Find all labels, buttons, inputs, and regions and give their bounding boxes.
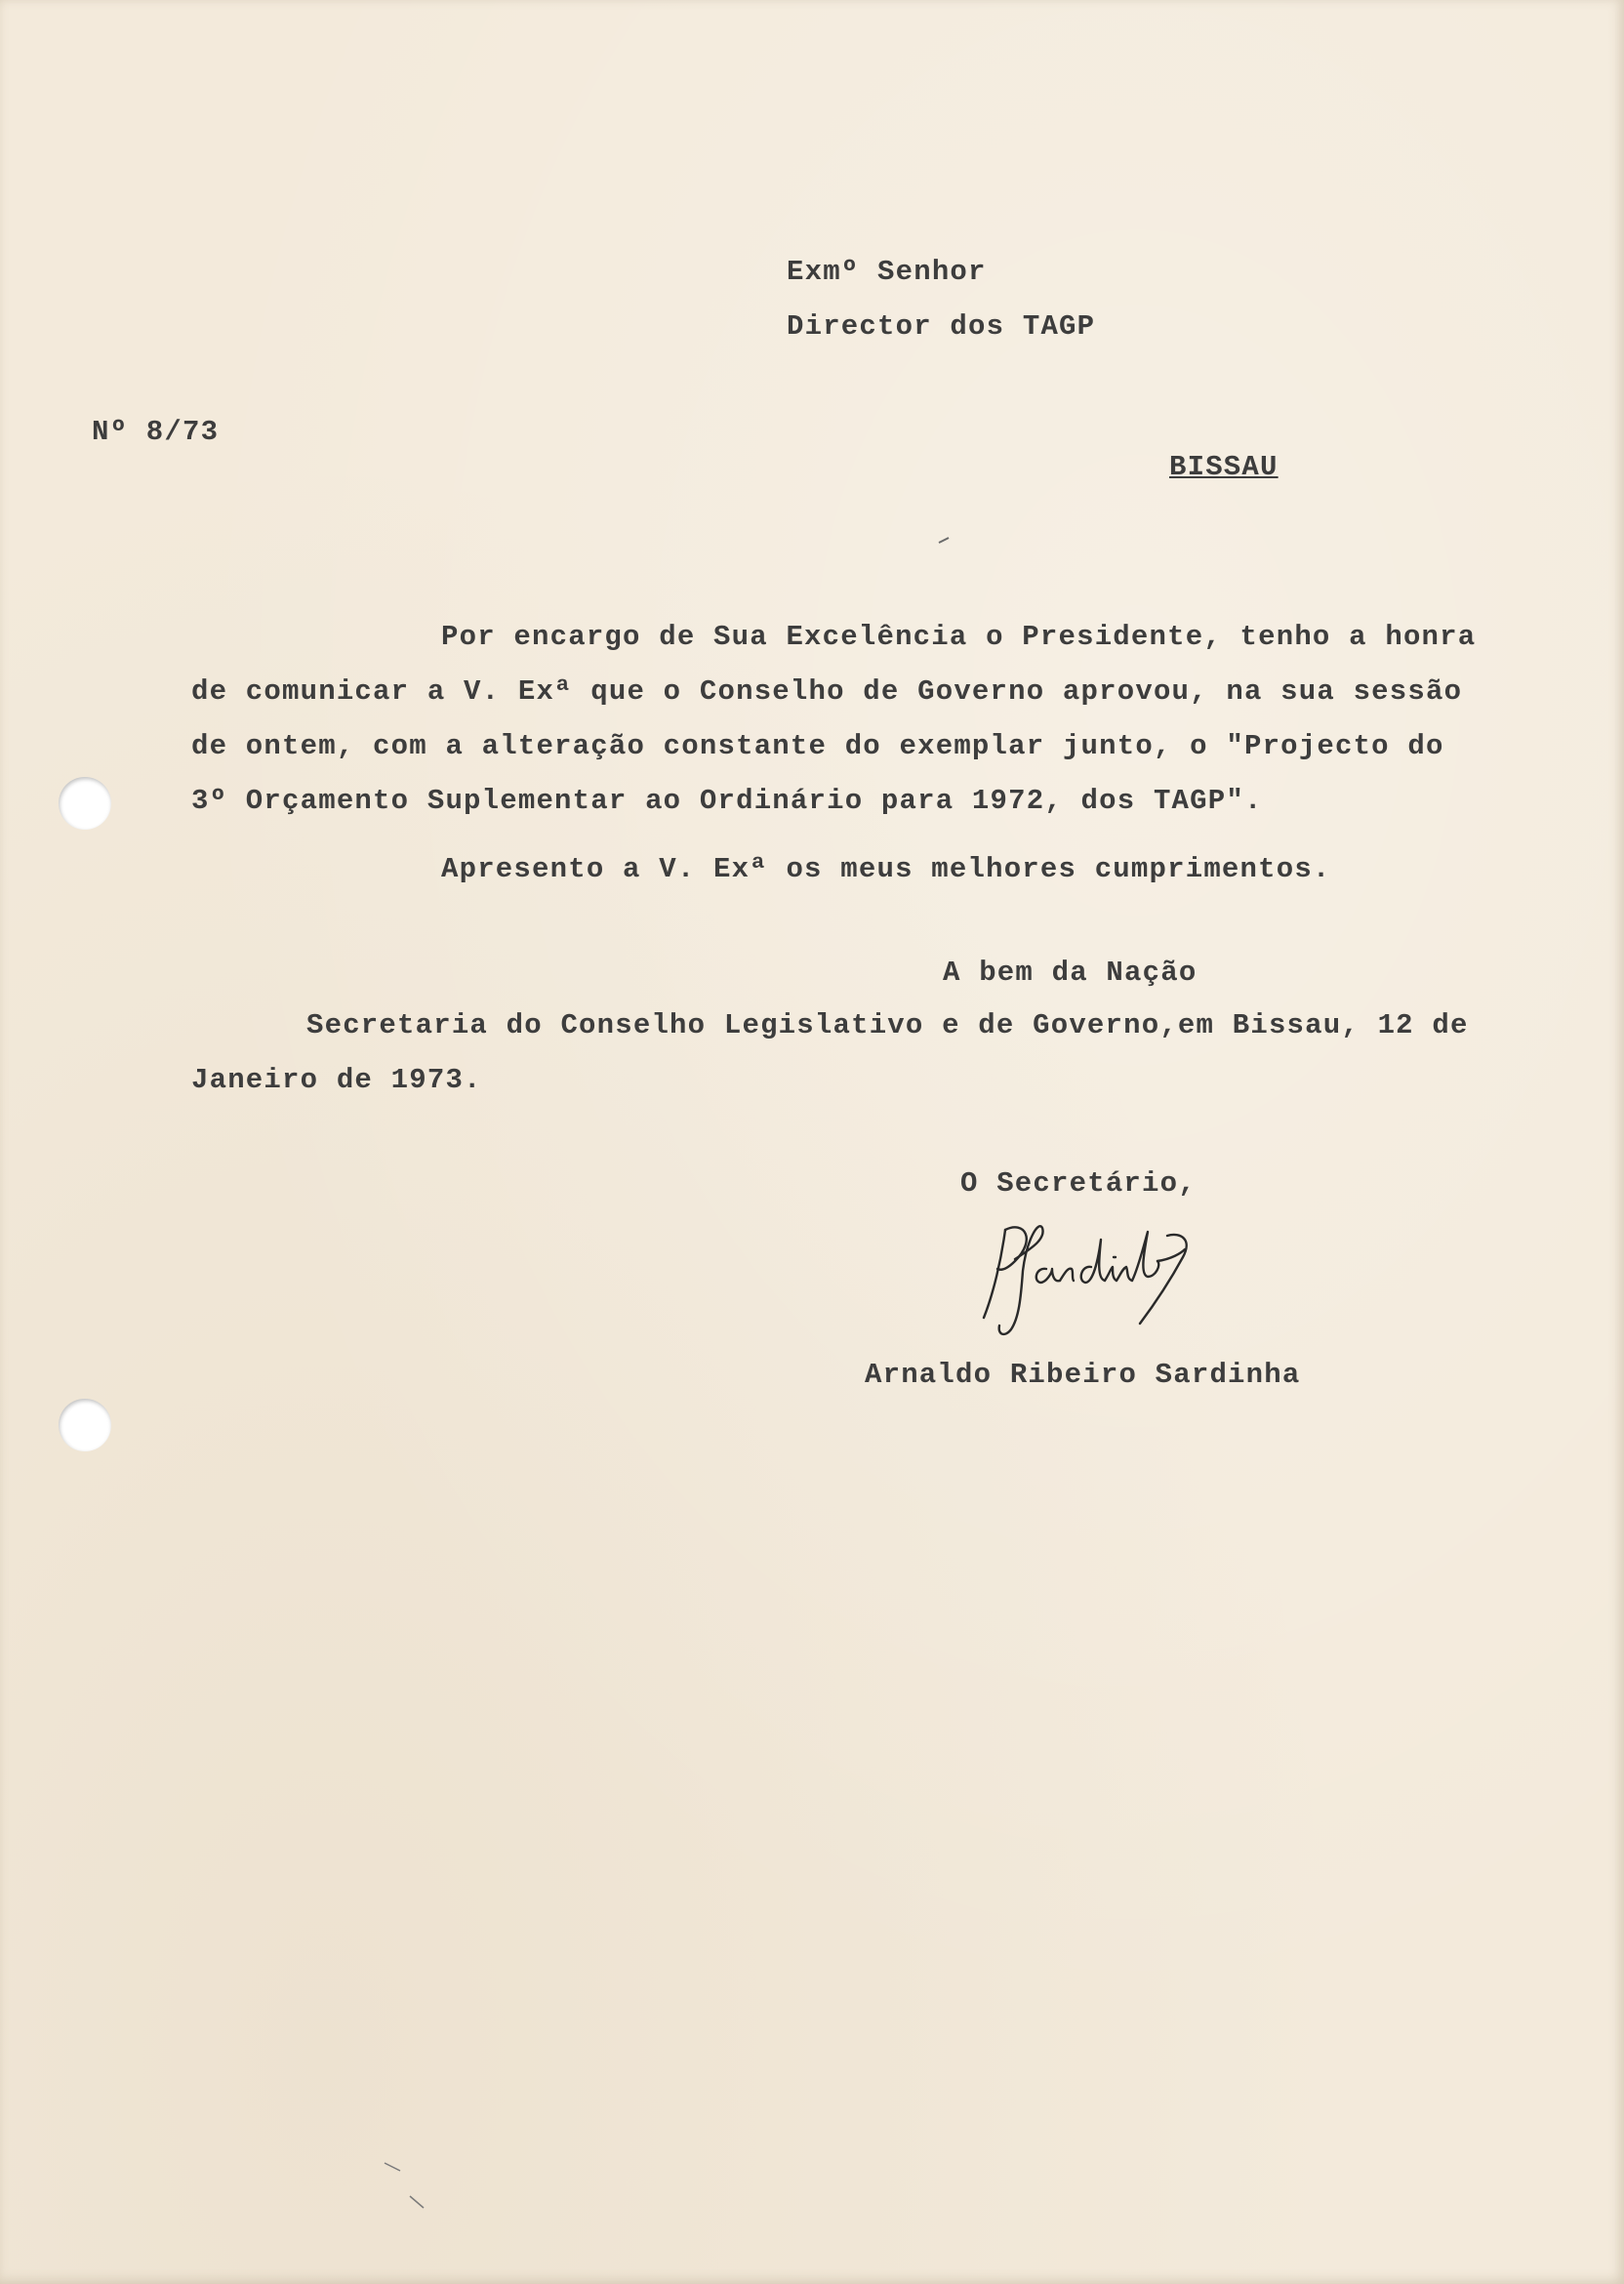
greetings-paragraph: Apresento a V. Exª os meus melhores cumprimentos. [441, 853, 1331, 885]
paper-scratch-mark [381, 2157, 439, 2216]
place-date-line-2: Janeiro de 1973. [191, 1064, 482, 1096]
reference-number: Nº 8/73 [92, 416, 220, 448]
body-line-1: Por encargo de Sua Excelência o Presidente, tenho a honra [441, 621, 1477, 653]
handwritten-signature [976, 1210, 1220, 1357]
addressee-salutation: Exmº Senhor [787, 256, 987, 288]
closing-formula: A bem da Nação [943, 957, 1198, 989]
body-line-3: de ontem, com a alteração constante do exemplar junto, o "Projecto do [191, 730, 1444, 762]
signer-name: Arnaldo Ribeiro Sardinha [865, 1359, 1301, 1391]
addressee-location: BISSAU [1169, 451, 1279, 483]
body-line-4: 3º Orçamento Suplementar ao Ordinário para 1972, dos TAGP". [191, 785, 1263, 817]
place-date-line-1: Secretaria do Conselho Legislativo e de Governo,em Bissau, 12 de [306, 1009, 1469, 1041]
punch-hole-lower [59, 1399, 111, 1451]
body-line-2: de comunicar a V. Exª que o Conselho de Governo aprovou, na sua sessão [191, 675, 1463, 708]
punch-hole-upper [59, 777, 111, 830]
addressee-title: Director dos TAGP [787, 310, 1096, 343]
signer-title: O Secretário, [960, 1167, 1197, 1200]
paper-speck [937, 535, 953, 545]
